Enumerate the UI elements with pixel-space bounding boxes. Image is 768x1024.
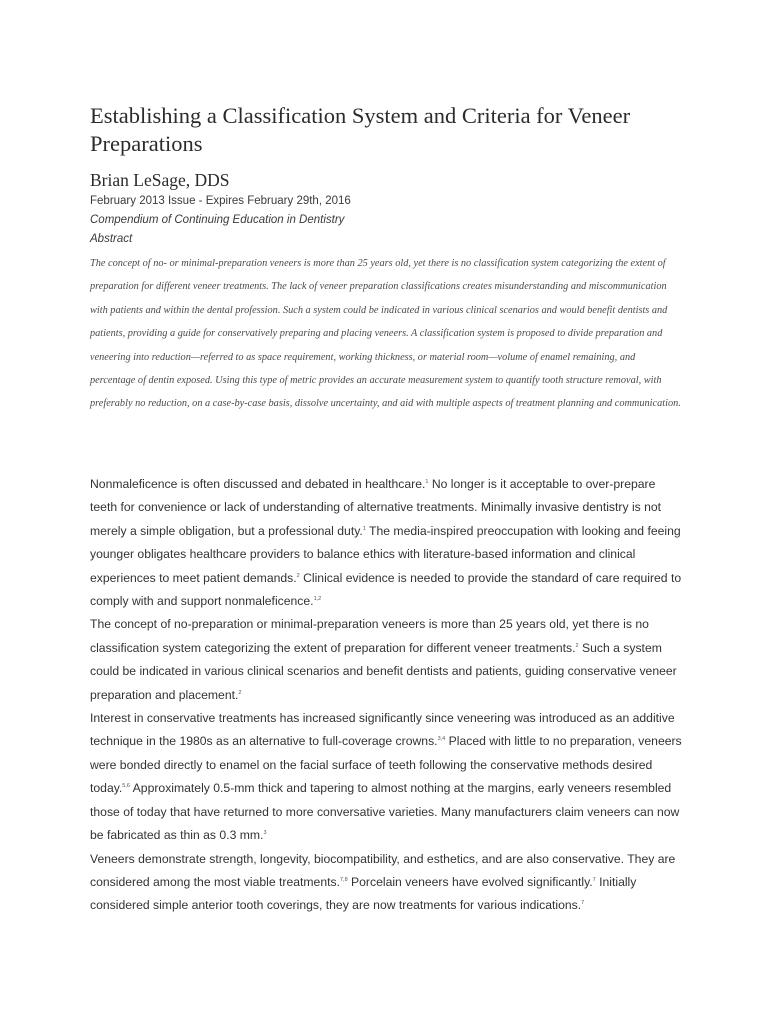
sentence: Nonmaleficence is often discussed and debated in healthcare. (90, 477, 426, 491)
sentence: Approximately 0.5-mm thick and tapering to almost nothing at the margins, early veneers resembled those of today that have returned to more conversative varieties. Many manufacturers claim veneers can now be fabricated as thin as 0.3 mm. (90, 781, 680, 843)
body-paragraph-4 (90, 848, 682, 918)
reference-marker: 7,8 (339, 876, 348, 883)
sentence: No longer is it acceptable to over-prepare teeth for convenience or lack of understanding of alternative treatments. Minimally invasive dentistry is not merely a simple obligation, but a professional duty. (90, 477, 662, 538)
reference-marker: 7 (592, 876, 596, 883)
journal-name: Compendium of Continuing Education in Dentistry (90, 214, 345, 226)
abstract-text: The concept of no- or minimal-preparation veneers is more than 25 years old, yet there is no classification system categorizing the extent of preparation for different veneer treatments. The lack of veneer preparation classifications creates misunderstanding and miscommunication with patients and within the dental profession. Such a system could be indicated in various clinical scenarios and would benefit dentists and patients, providing a guide for conservatively preparing and placing veneers. A classification system is proposed to divide preparation and veneering into reduction—referred to as space requirement, working thickness, or material room—volume of enamel remaining, and percentage of dentin exposed. Using this type of metric provides an accurate measurement system to quantify tooth structure removal, with preferably no reduction, on a case-by-case basis, dissolve uncertainty, and aid with multiple aspects of treatment planning and communication. (90, 258, 681, 410)
reference-marker: 2 (238, 689, 242, 696)
sentence: Veneers demonstrate strength, longevity, biocompatibility, and esthetics, and are also conservative. They are considered among the most viable treatments. (90, 851, 676, 889)
issue-info: February 2013 Issue - Expires February 29th, 2016 (90, 195, 351, 207)
reference-marker: 7 (581, 900, 585, 907)
sentence: The concept of no-preparation or minimal-preparation veneers is more than 25 years old, yet there is no classification system categorizing the extent of preparation for different veneer treatments. (90, 617, 649, 655)
reference-marker: 1 (362, 525, 366, 532)
body-paragraph-2 (90, 613, 682, 707)
reference-marker: 1,2 (313, 596, 322, 603)
article-title: Establishing a Classification System and Criteria for Veneer Preparations (90, 103, 631, 156)
reference-marker: 2 (575, 642, 579, 649)
sentence: Clinical evidence is needed to provide the standard of care required to comply with and support nonmaleficence. (90, 570, 682, 609)
article-body (90, 473, 682, 918)
article-author: Brian LeSage, DDS (90, 170, 230, 190)
reference-marker: 5,6 (122, 783, 130, 790)
reference-marker: 1 (425, 479, 429, 485)
reference-marker: 3,4 (437, 736, 446, 743)
reference-marker: 2 (296, 572, 300, 579)
body-paragraph-3 (90, 707, 682, 847)
sentence: Porcelain veneers have evolved significantly. (347, 874, 593, 889)
abstract-label: Abstract (90, 233, 133, 245)
sentence: Interest in conservative treatments has increased significantly since veneering was introduced as an additive technique in the 1980s as an alternative to full-coverage crowns. (90, 711, 675, 749)
sentence: The media-inspired preoccupation with looking and feeing younger obligates healthcare providers to balance ethics with literature-based information and clinical experiences to meet patient demands. (90, 523, 681, 585)
body-paragraph-1 (90, 473, 682, 613)
reference-marker: 3 (263, 830, 267, 837)
sentence: Initially considered simple anterior tooth coverings, they are now treatments for various indications. (90, 874, 637, 913)
sentence: Placed with little to no preparation, veneers were bonded directly to enamel on the facial surface of teeth following the conservative methods desired today. (90, 734, 682, 796)
sentence: Such a system could be indicated in various clinical scenarios and benefit dentists and patients, guiding conservative veneer preparation and placement. (90, 640, 677, 702)
